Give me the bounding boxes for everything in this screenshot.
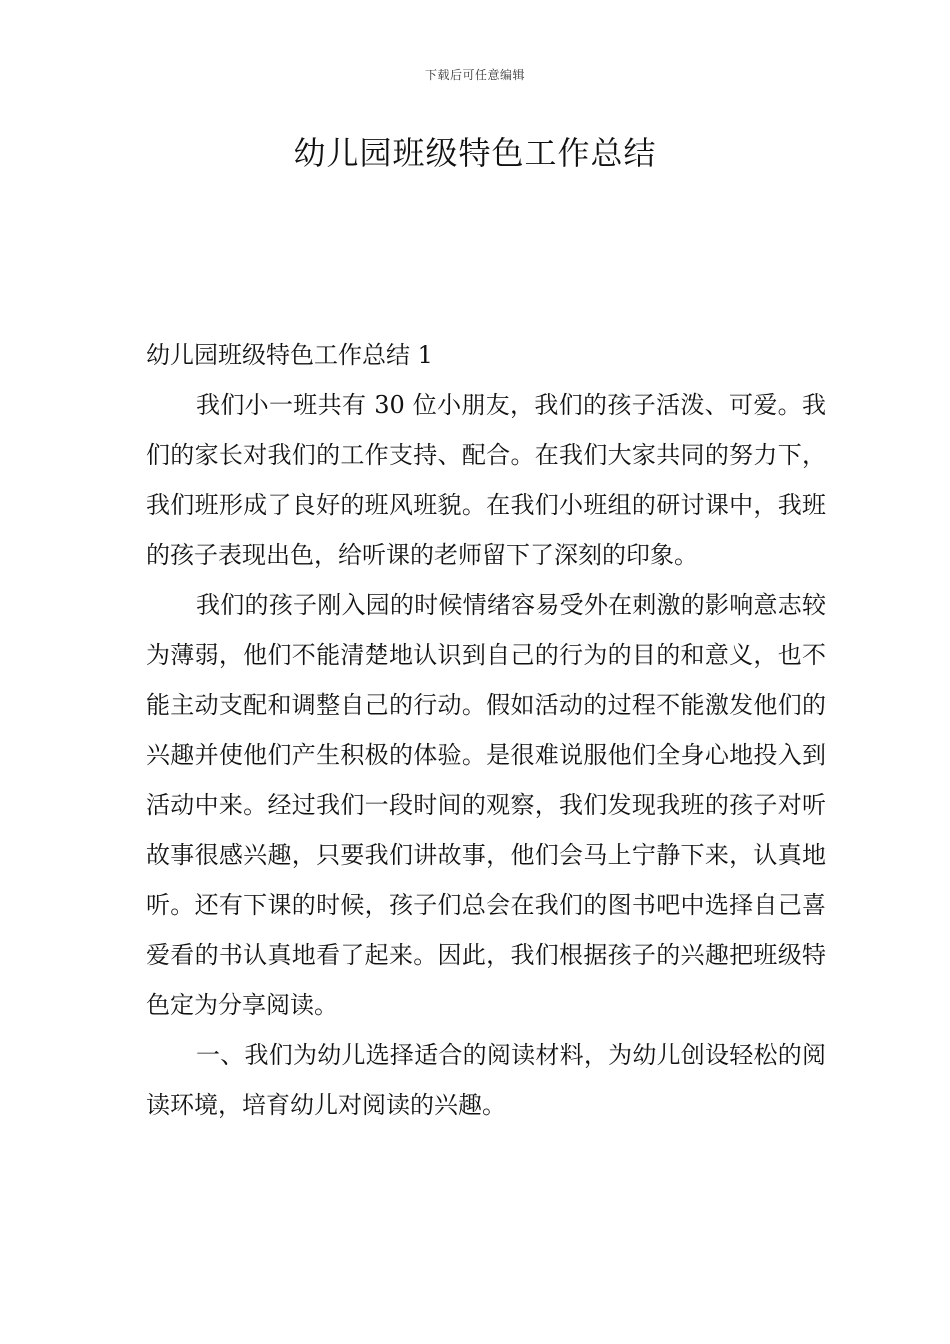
paragraph-2: 我们的孩子刚入园的时候情绪容易受外在刺激的影响意志较为薄弱，他们不能清楚地认识到自己的行为的目的和意义，也不能主动支配和调整自己的行动。假如活动的过程不能激发他们的兴趣并使他们产生积极的体验。是很难说服他们全身心地投入到活动中来。经过我们一段时间的观察，我们发现我班的孩子对听故事很感兴趣，只要我们讲故事，他们会马上宁静下来，认真地听。还有下课的时候，孩子们总会在我们的图书吧中选择自己喜爱看的书认真地看了起来。因此，我们根据孩子的兴趣把班级特色定为分享阅读。: [146, 591, 826, 1019]
section-heading: 幼儿园班级特色工作总结 1: [146, 341, 433, 369]
paragraph-1: 我们小一班共有 30 位小朋友，我们的孩子活泼、可爱。我们的家长对我们的工作支持、配合。在我们大家共同的努力下，我们班形成了良好的班风班貌。在我们小班组的研讨课中，我班的孩子表现出色，给听课的老师留下了深刻的印象。: [146, 391, 826, 569]
document-title: 幼儿园班级特色工作总结: [293, 134, 657, 172]
paragraph-3: 一、我们为幼儿选择适合的阅读材料，为幼儿创设轻松的阅读环境，培育幼儿对阅读的兴趣。: [146, 1041, 826, 1119]
header-note: 下载后可任意编辑: [424, 68, 525, 82]
document-body: [146, 330, 826, 1130]
